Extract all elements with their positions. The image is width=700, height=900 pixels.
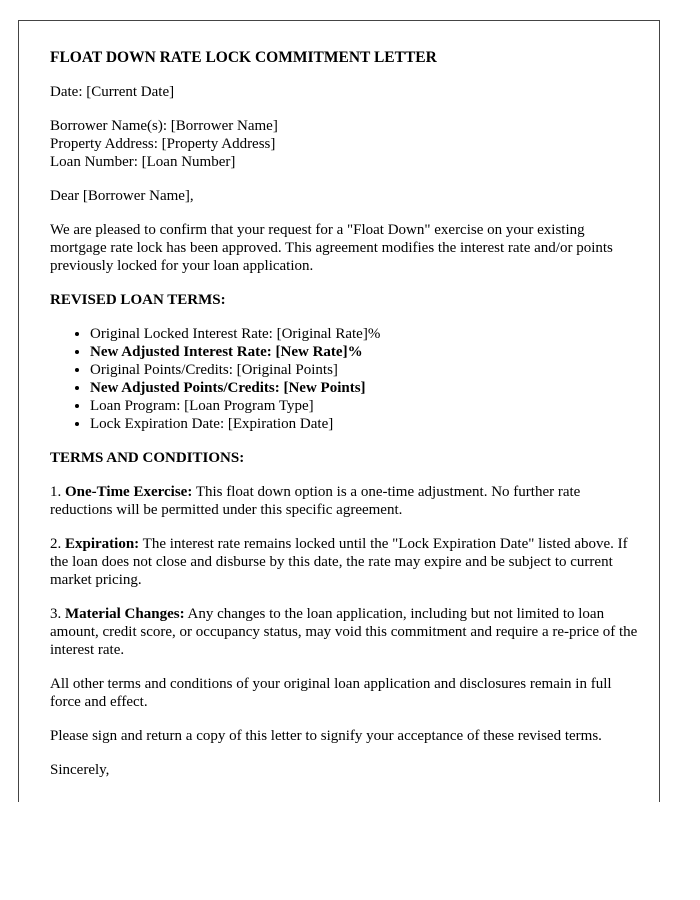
loan-number-line: Loan Number: [Loan Number] [50, 154, 236, 170]
intro-paragraph: We are pleased to confirm that your request for a "Float Down" exercise on your existing mortgage rate lock has been approved. This agreement modifies the interest rate and/or points previously locked for your loan application. [50, 222, 613, 274]
term-lock-expiration: • Lock Expiration Date: [Expiration Date] [90, 415, 640, 433]
sign-return-paragraph: Please sign and return a copy of this letter to signify your acceptance of these revised terms. [50, 728, 602, 744]
condition-label: Material Changes: [65, 606, 185, 622]
condition-number: 1. [50, 484, 62, 500]
letter-page [18, 20, 660, 802]
condition-expiration [50, 535, 640, 589]
condition-number: 3. [50, 606, 62, 622]
condition-label: One-Time Exercise: [65, 484, 193, 500]
term-new-rate: • New Adjusted Interest Rate: [New Rate]% [90, 343, 640, 361]
condition-text: The interest rate remains locked until the "Lock Expiration Date" listed above. If the loan does not close and disburse by this date, the rate may expire and be subject to current market pricing. [50, 536, 628, 588]
term-original-rate: • Original Locked Interest Rate: [Original Rate]% [90, 325, 640, 343]
remaining-terms-paragraph: All other terms and conditions of your original loan application and disclosures remain in full force and effect. [50, 676, 612, 710]
condition-one-time-exercise [50, 483, 640, 519]
letter-title: FLOAT DOWN RATE LOCK COMMITMENT LETTER [50, 49, 437, 66]
revised-terms-heading: REVISED LOAN TERMS: [50, 292, 226, 308]
term-new-points: • New Adjusted Points/Credits: [New Points] [90, 379, 640, 397]
borrower-name-line: Borrower Name(s): [Borrower Name] [50, 118, 278, 134]
date-line: Date: [Current Date] [50, 84, 175, 100]
condition-text: This float down option is a one-time adjustment. No further rate reductions will be permitted under this specific agreement. [50, 484, 581, 518]
conditions-heading: TERMS AND CONDITIONS: [50, 450, 245, 466]
term-loan-program: • Loan Program: [Loan Program Type] [90, 397, 640, 415]
condition-material-changes [50, 605, 640, 659]
revised-terms-list [50, 325, 640, 433]
letter-content [50, 49, 640, 795]
borrower-block [50, 117, 640, 171]
signoff: Sincerely, [50, 762, 110, 778]
term-original-points: • Original Points/Credits: [Original Points] [90, 361, 640, 379]
condition-label: Expiration: [65, 536, 140, 552]
condition-number: 2. [50, 536, 62, 552]
condition-text: Any changes to the loan application, including but not limited to loan amount, credit score, or occupancy status, may void this commitment and require a re-price of the interest rate. [50, 606, 638, 658]
property-address-line: Property Address: [Property Address] [50, 136, 276, 152]
salutation: Dear [Borrower Name], [50, 188, 194, 204]
